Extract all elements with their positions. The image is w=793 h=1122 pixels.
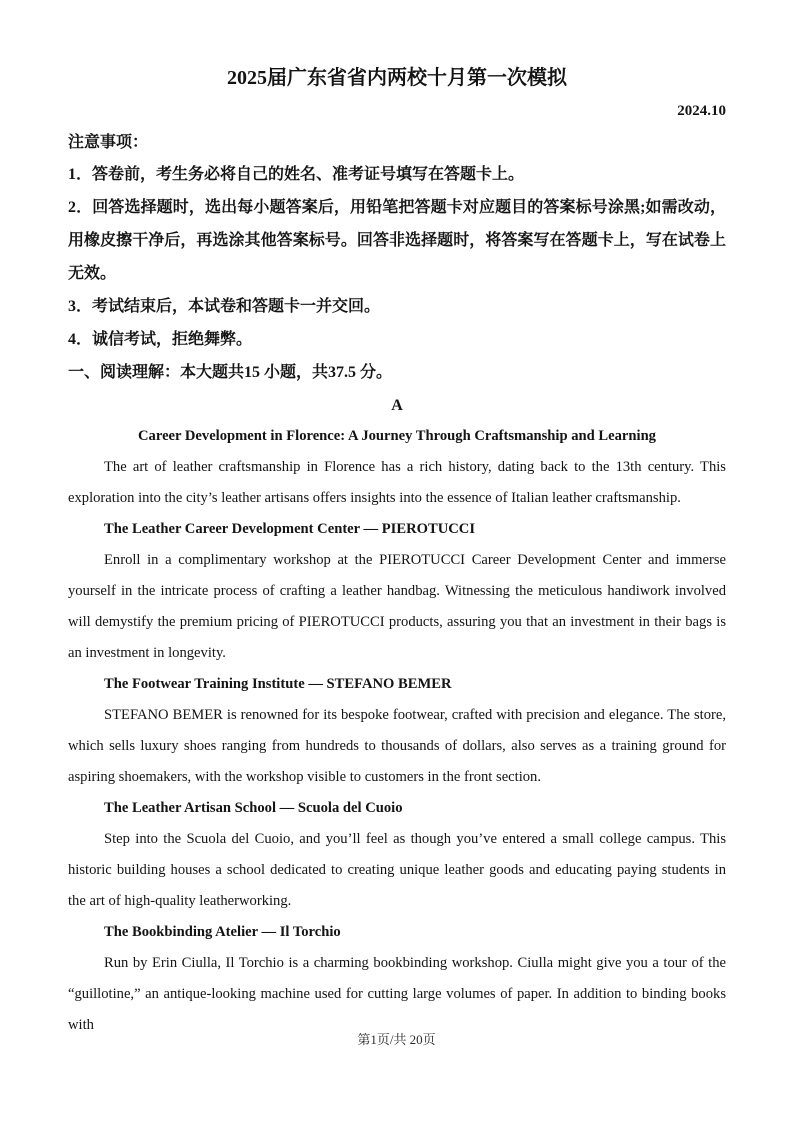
section-heading-reading: 一、阅读理解：本大题共15 小题，共37.5 分。	[68, 364, 393, 381]
passage-paragraph: The art of leather craftsmanship in Florence has a rich history, dating back to the 13th century. This exploration into the city’s leather artisans offers insights into the essence of Italian leather craftsmanship.	[68, 459, 726, 506]
passage-subheading: The Footwear Training Institute — STEFANO BEMER	[104, 676, 452, 692]
passage-paragraph: Run by Erin Ciulla, Il Torchio is a charming bookbinding workshop. Ciulla might give you a tour of the “guillotine,” an antique-looking machine used for cutting large volumes of paper. In addition to binding books with	[68, 955, 726, 1033]
notice-heading: 注意事项：	[68, 134, 149, 151]
passage-paragraph: Enroll in a complimentary workshop at the PIEROTUCCI Career Development Center and immerse yourself in the intricate process of crafting a leather handbag. Witnessing the meticulous handiwork involved will demystify the premium pricing of PIEROTUCCI products, assuring you that an investment in their bags is an investment in longevity.	[68, 552, 726, 661]
passage-paragraph: Step into the Scuola del Cuoio, and you’ll feel as though you’ve entered a small college campus. This historic building houses a school dedicated to creating unique leather goods and educating paying students in the art of high-quality leatherworking.	[68, 831, 726, 909]
passage-subheading: The Leather Artisan School — Scuola del Cuoio	[104, 800, 403, 816]
passage-subheading: The Leather Career Development Center — PIEROTUCCI	[104, 521, 476, 537]
passage-subheading: The Bookbinding Atelier — Il Torchio	[104, 924, 341, 940]
page-number-footer: 第1页/共 20页	[357, 1032, 436, 1047]
passage-title: Career Development in Florence: A Journey Through Craftsmanship and Learning	[138, 428, 656, 444]
notice-item-1: 1．答卷前，考生务必将自己的姓名、准考证号填写在答题卡上。	[68, 166, 525, 183]
notice-item-4: 4．诚信考试，拒绝舞弊。	[68, 331, 253, 348]
passage-paragraph: STEFANO BEMER is renowned for its bespoke footwear, crafted with precision and elegance. The store, which sells luxury shoes ranging from hundreds to thousands of dollars, also serves as a training ground for aspiring shoemakers, with the workshop visible to customers in the front section.	[68, 707, 726, 785]
notice-item-3: 3．考试结束后，本试卷和答题卡一并交回。	[68, 298, 381, 315]
notice-item-2: 2．回答选择题时，选出每小题答案后，用铅笔把答题卡对应题目的答案标号涂黑;如需改动，用橡皮擦干净后，再选涂其他答案标号。回答非选择题时，将答案写在答题卡上，写在试卷上无效。	[68, 199, 726, 282]
exam-date: 2024.10	[677, 103, 726, 119]
passage-label: A	[391, 397, 403, 414]
page-title: 2025届广东省省内两校十月第一次模拟	[227, 67, 567, 89]
